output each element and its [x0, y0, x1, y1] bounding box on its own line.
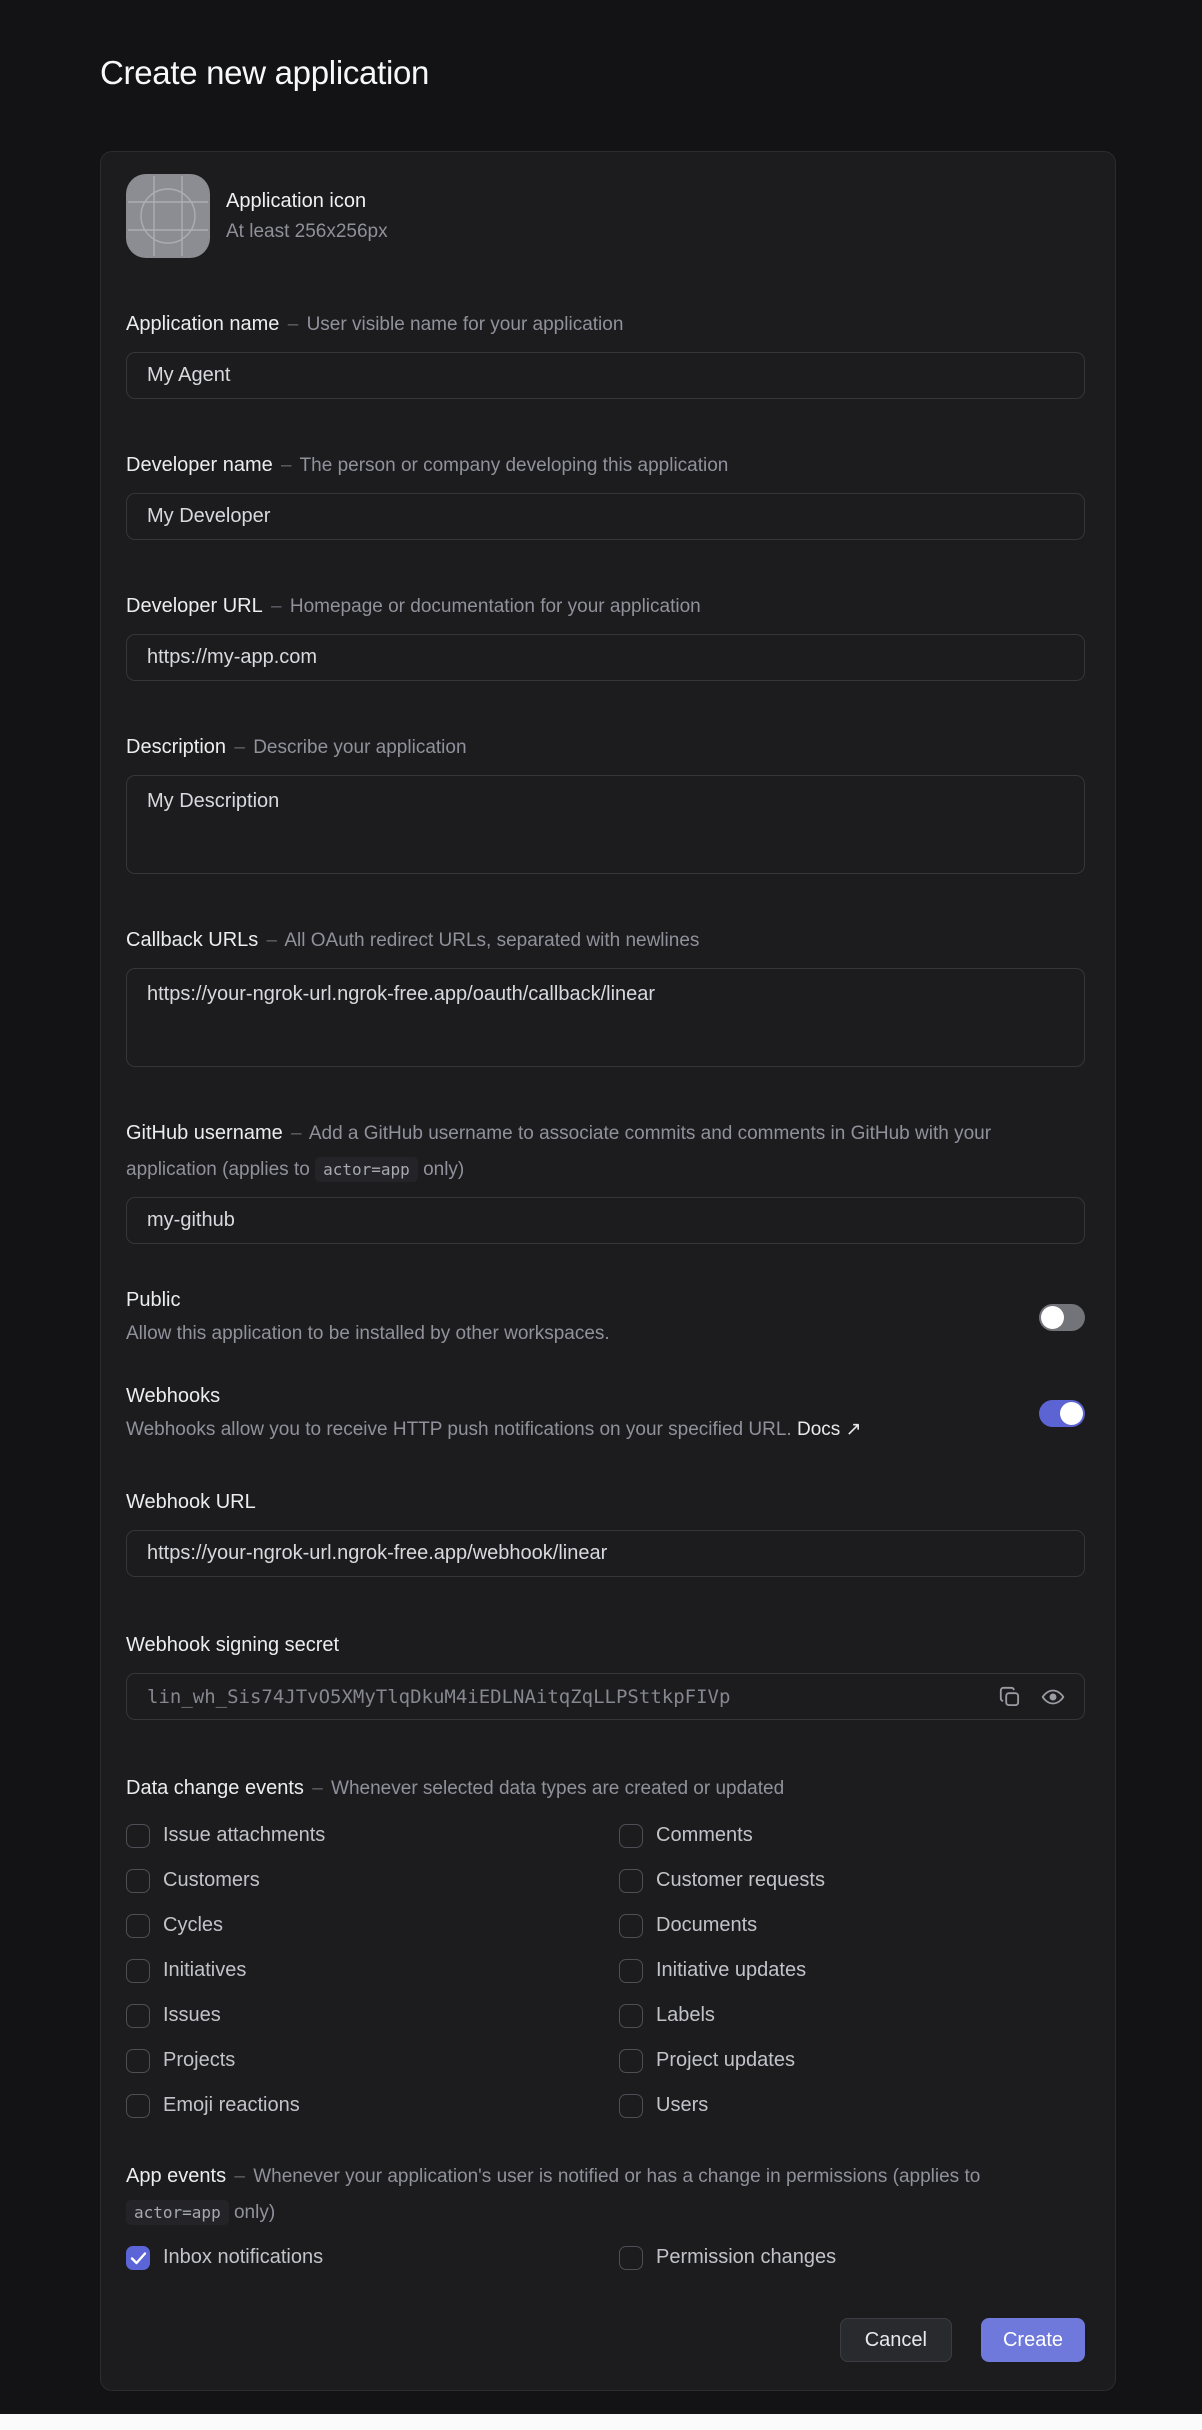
- label-dash: –: [281, 455, 292, 476]
- checkbox[interactable]: [619, 1869, 643, 1893]
- field-description-labelrow: [126, 729, 1085, 766]
- checkbox[interactable]: [126, 2246, 150, 2270]
- checkbox-label: Emoji reactions: [163, 2094, 300, 2116]
- checkbox-label: Initiatives: [163, 1959, 247, 1981]
- field-application-name: [126, 306, 1085, 399]
- field-github-username-labelrow: [126, 1115, 1085, 1188]
- create-application-form-card: [100, 151, 1116, 2391]
- data-change-events-checkbox-grid: [126, 1823, 1085, 2118]
- public-label: Public: [126, 1289, 181, 1311]
- field-webhook-secret-labelrow: [126, 1627, 1085, 1664]
- field-description: Homepage or documentation for your application: [289, 596, 701, 617]
- field-label: Developer URL: [126, 595, 263, 617]
- checkbox-label: Projects: [163, 2049, 236, 2071]
- app-events-labelrow: [126, 2158, 1085, 2231]
- app-events-checkbox-grid: [126, 2245, 1085, 2270]
- checkbox-label: Comments: [656, 1824, 753, 1846]
- webhooks-toggle[interactable]: [1039, 1400, 1085, 1427]
- field-description: Whenever selected data types are created or updated: [331, 1778, 785, 1799]
- field-developer-url-labelrow: [126, 588, 1085, 625]
- field-developer-name-labelrow: [126, 447, 1085, 484]
- field-callback-urls: [126, 922, 1085, 1067]
- field-developer-name: [126, 447, 1085, 540]
- checkbox-label: Cycles: [163, 1914, 224, 1936]
- field-webhook-url: [126, 1484, 1085, 1577]
- event-checkbox-item[interactable]: [619, 1958, 1085, 1983]
- checkbox[interactable]: [619, 2094, 643, 2118]
- field-application-name-labelrow: [126, 306, 1085, 343]
- webhook-url-input[interactable]: [126, 1530, 1085, 1577]
- github-username-input[interactable]: [126, 1197, 1085, 1244]
- label-dash: –: [271, 596, 282, 617]
- data-change-events-section: [126, 1770, 1085, 2118]
- form-footer: [126, 2318, 1085, 2362]
- toggle-knob: [1060, 1402, 1083, 1425]
- field-callback-urls-labelrow: [126, 922, 1085, 959]
- field-github-username: [126, 1115, 1085, 1244]
- checkbox[interactable]: [619, 1824, 643, 1848]
- public-toggle[interactable]: [1039, 1304, 1085, 1331]
- event-checkbox-item[interactable]: [619, 2245, 1085, 2270]
- event-checkbox-item[interactable]: [619, 1823, 1085, 1848]
- event-checkbox-item[interactable]: [126, 2093, 619, 2118]
- checkbox-label: Labels: [656, 2004, 715, 2026]
- event-checkbox-item[interactable]: [126, 1868, 619, 1893]
- developer-url-input[interactable]: [126, 634, 1085, 681]
- checkbox[interactable]: [126, 1959, 150, 1983]
- webhooks-label: Webhooks: [126, 1385, 221, 1407]
- label-dash: –: [266, 930, 278, 951]
- actor-app-code-chip: actor=app: [126, 2200, 229, 2225]
- field-description-group: [126, 729, 1085, 874]
- checkbox[interactable]: [126, 2049, 150, 2073]
- cancel-button[interactable]: Cancel: [840, 2318, 952, 2362]
- checkbox-label: Users: [656, 2094, 709, 2116]
- checkbox[interactable]: [126, 1869, 150, 1893]
- checkbox-label: Customers: [163, 1869, 260, 1891]
- field-label: Data change events: [126, 1777, 304, 1799]
- app-icon-placeholder-icon[interactable]: [126, 174, 210, 258]
- event-checkbox-item[interactable]: [619, 2093, 1085, 2118]
- field-label: Application name: [126, 313, 280, 335]
- field-description-after: only): [423, 1159, 465, 1180]
- checkbox-label: Issue attachments: [163, 1824, 326, 1846]
- label-dash: –: [312, 1778, 323, 1799]
- event-checkbox-item[interactable]: [619, 2003, 1085, 2028]
- field-description-after: only): [233, 2202, 276, 2223]
- developer-name-input[interactable]: [126, 493, 1085, 540]
- application-icon-uploader[interactable]: [126, 174, 1085, 258]
- webhooks-description-text: Webhooks allow you to receive HTTP push notifications on your specified URL.: [126, 1419, 792, 1440]
- external-link-arrow-icon: ↗: [845, 1419, 862, 1440]
- public-description: Allow this application to be installed by other workspaces.: [126, 1323, 610, 1344]
- label-dash: –: [291, 1123, 302, 1144]
- checkbox-label: Permission changes: [656, 2246, 837, 2268]
- event-checkbox-item[interactable]: [126, 1958, 619, 1983]
- checkbox-label: Inbox notifications: [163, 2246, 324, 2268]
- toggle-knob: [1041, 1306, 1064, 1329]
- field-label: App events: [126, 2165, 227, 2187]
- checkbox[interactable]: [619, 2004, 643, 2028]
- event-checkbox-item[interactable]: [126, 2003, 619, 2028]
- field-webhook-url-labelrow: [126, 1484, 1085, 1521]
- field-label: Webhook URL: [126, 1491, 256, 1513]
- label-dash: –: [234, 737, 245, 758]
- checkbox[interactable]: [126, 2004, 150, 2028]
- event-checkbox-item[interactable]: [619, 2048, 1085, 2073]
- field-developer-url: [126, 588, 1085, 681]
- field-webhook-secret: [126, 1627, 1085, 1720]
- description-textarea[interactable]: [126, 775, 1085, 874]
- event-checkbox-item[interactable]: [126, 2245, 619, 2270]
- checkbox[interactable]: [126, 1824, 150, 1848]
- checkbox[interactable]: [619, 2246, 643, 2270]
- field-label: Webhook signing secret: [126, 1634, 340, 1656]
- checkbox-label: Initiative updates: [656, 1959, 807, 1981]
- event-checkbox-item[interactable]: [126, 1913, 619, 1938]
- application-icon-hint: At least 256x256px: [226, 220, 388, 242]
- webhook-secret-value: lin_wh_Sis74JTvO5XMyTlqDkuM4iEDLNAitqZqLLPSttkpFIVp: [147, 1685, 731, 1708]
- field-label: Developer name: [126, 454, 273, 476]
- checkbox-label: Customer requests: [656, 1869, 825, 1891]
- checkbox[interactable]: [619, 2049, 643, 2073]
- label-dash: –: [234, 2166, 245, 2187]
- field-description: Whenever your application's user is notified or has a change in permissions (applies to: [253, 2166, 981, 2187]
- actor-app-code-chip: actor=app: [315, 1157, 418, 1182]
- event-checkbox-item[interactable]: [619, 1868, 1085, 1893]
- webhook-secret-readonly-field: [126, 1673, 1085, 1720]
- field-description: All OAuth redirect URLs, separated with newlines: [284, 930, 700, 951]
- callback-urls-textarea[interactable]: [126, 968, 1085, 1067]
- event-checkbox-item[interactable]: [126, 2048, 619, 2073]
- public-toggle-section: [126, 1286, 1085, 1348]
- checkbox-label: Issues: [163, 2004, 221, 2026]
- event-checkbox-item[interactable]: [619, 1913, 1085, 1938]
- webhooks-toggle-section: [126, 1382, 1085, 1444]
- field-description: Describe your application: [253, 737, 467, 758]
- field-label: GitHub username: [126, 1122, 283, 1144]
- field-description: Add a GitHub username to associate commits and comments in GitHub with your application (applies to: [126, 1123, 992, 1180]
- checkbox[interactable]: [619, 1914, 643, 1938]
- page-title: Create new application: [100, 54, 430, 91]
- checkbox[interactable]: [126, 1914, 150, 1938]
- field-description: User visible name for your application: [306, 314, 624, 335]
- create-button[interactable]: Create: [981, 2318, 1085, 2362]
- field-label: Callback URLs: [126, 929, 259, 951]
- event-checkbox-item[interactable]: [126, 1823, 619, 1848]
- label-dash: –: [287, 314, 299, 335]
- checkbox-label: Project updates: [656, 2049, 795, 2071]
- app-events-section: [126, 2158, 1085, 2270]
- application-name-input[interactable]: [126, 352, 1085, 399]
- webhooks-description: [126, 1416, 1009, 1444]
- field-label: Description: [126, 736, 227, 758]
- application-icon-label: Application icon: [226, 189, 367, 212]
- checkbox[interactable]: [126, 2094, 150, 2118]
- viewport-bottom-edge: [0, 2414, 1202, 2430]
- copy-icon[interactable]: [997, 1684, 1023, 1710]
- reveal-secret-eye-icon[interactable]: [1040, 1684, 1066, 1710]
- checkbox[interactable]: [619, 1959, 643, 1983]
- field-description: The person or company developing this application: [299, 455, 729, 476]
- data-change-events-labelrow: [126, 1770, 1085, 1807]
- docs-link[interactable]: Docs ↗: [796, 1419, 862, 1440]
- checkbox-label: Documents: [656, 1914, 758, 1936]
